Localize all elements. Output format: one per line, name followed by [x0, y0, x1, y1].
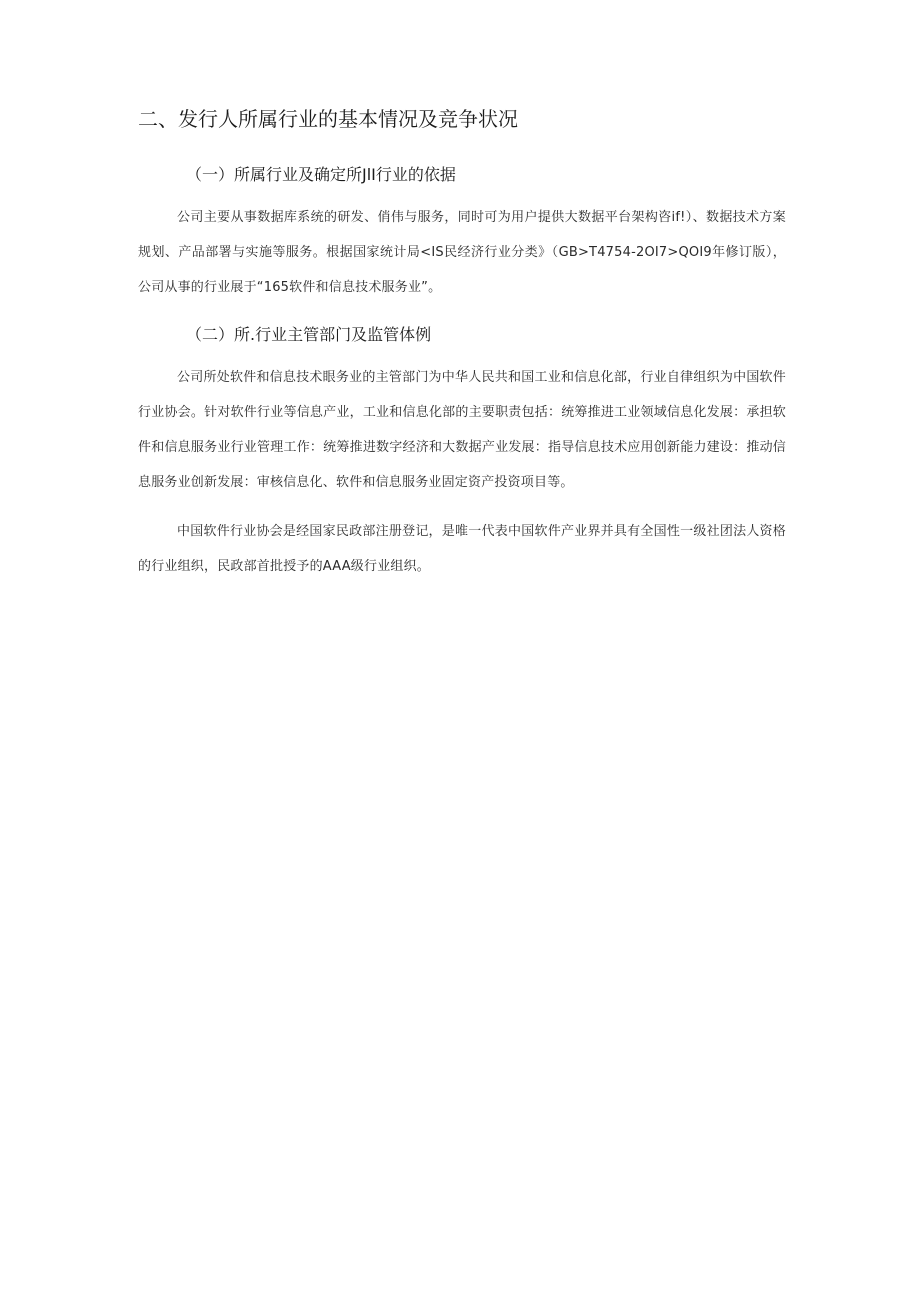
paragraph-industry-association: 中国软件行业协会是经国家民政部注册登记，是唯一代表中国软件产业界并具有全国性一级社团法人资格的行业组织，民政部首批授予的AAA级行业组织。 — [138, 524, 786, 574]
section-title: 二、发行人所属行业的基本情况及竞争状况 — [138, 107, 518, 131]
paragraph-regulatory-authority: 公司所处软件和信息技术眼务业的主管部门为中华人民共和国工业和信息化部，行业自律组织为中国软件行业协会。针对软件行业等信息产业，工业和信息化部的主要职责包括：统筹推进工业领域信息化发展：承担软件和信息服务业行业管理工作：统筹推进数字经济和大数据产业发展：指导信息技术应用创新能力建设：推动信息服务业创新发展：审核信息化、软件和信息服务业固定资产投资项目等。 — [138, 370, 786, 490]
paragraph-industry-classification: 公司主要从事数据库系统的研发、俏伟与服务，同时可为用户提供大数据平台架构咨if!）、数据技术方案规划、产品部署与实施等服务。根据国家统计局<IS民经济行业分类》（GB>T4754-2OI7>QOI9年修订版），公司从事的行业展于“165软件和信息技术服务业”。 — [138, 210, 786, 295]
subsection-heading-regulation: （二）所.行业主管部门及监管体例 — [186, 325, 432, 344]
subsection-heading-industry-basis: （一）所属行业及确定所JlI行业的依据 — [186, 165, 456, 184]
